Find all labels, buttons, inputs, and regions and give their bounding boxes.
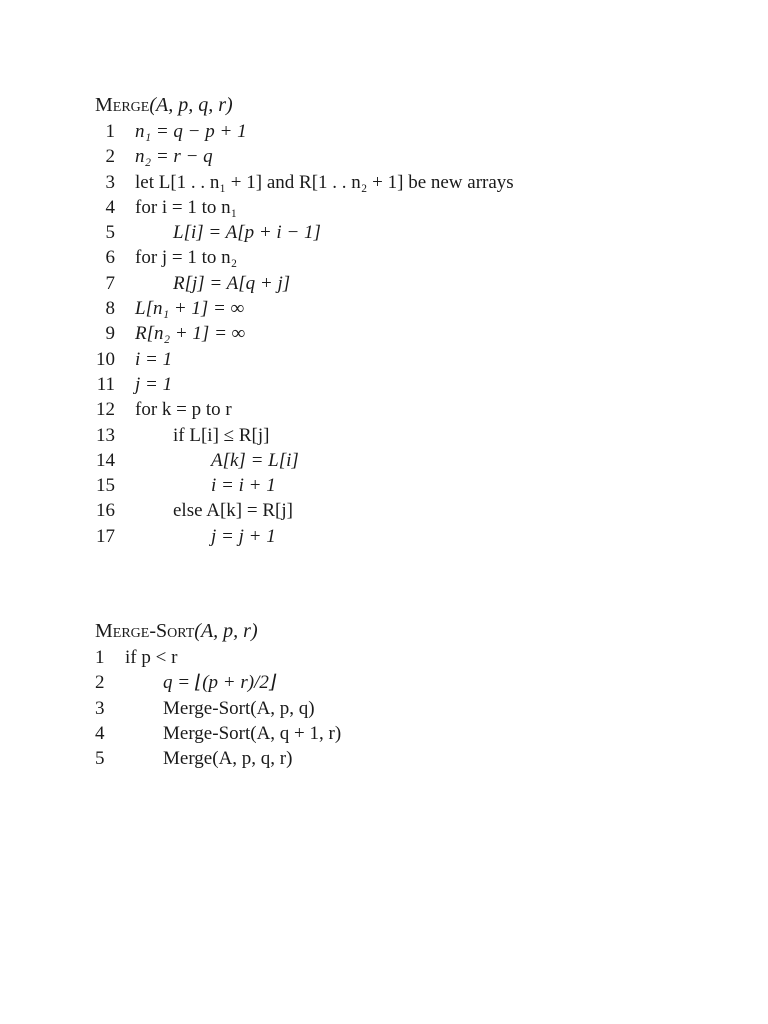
merge-sort-line-2 <box>95 670 341 695</box>
merge-line-8 <box>95 296 514 321</box>
merge-title <box>95 92 514 118</box>
merge-sort-line-4 <box>95 721 341 746</box>
line-number: 5 <box>95 748 105 770</box>
line-code: R[j] = A[q + j] <box>173 272 291 294</box>
line-code: L[n₁ + 1] = ∞ <box>135 298 245 320</box>
line-code: Merge(A, p, q, r) <box>163 748 293 770</box>
line-code: j = j + 1 <box>211 525 276 547</box>
line-number: 14 <box>96 449 115 471</box>
line-number: 2 <box>95 672 105 694</box>
line-code: n₂ = r − q <box>135 146 213 168</box>
line-code: Merge-Sort(A, p, q) <box>163 697 315 719</box>
merge-line-5 <box>95 220 514 245</box>
merge-sort-line-5 <box>95 746 341 771</box>
merge-line-17 <box>95 524 514 549</box>
line-number: 3 <box>95 697 105 719</box>
line-number: 4 <box>105 196 115 218</box>
merge-title-name: Merge <box>95 94 150 116</box>
merge-title-args: (A, p, q, r) <box>149 94 233 116</box>
merge-sort-title-args: (A, p, r) <box>194 620 258 642</box>
line-number: 1 <box>105 121 115 142</box>
line-code: A[k] = L[i] <box>211 449 299 471</box>
merge-line-10 <box>95 347 514 372</box>
merge-sort-line-3 <box>95 696 341 721</box>
line-number: 10 <box>96 348 115 370</box>
merge-line-15 <box>95 473 514 498</box>
line-number: 7 <box>105 272 115 294</box>
merge-sort-line-1 <box>95 645 341 670</box>
line-number: 3 <box>105 171 115 193</box>
line-code: for i = 1 to n₁ <box>135 196 238 218</box>
line-code: n₁ = q − p + 1 <box>135 121 247 142</box>
merge-line-2 <box>95 144 514 169</box>
line-code: i = i + 1 <box>211 475 276 497</box>
line-code: i = 1 <box>135 348 173 370</box>
line-number: 8 <box>105 298 115 320</box>
line-code: let L[1 . . n₁ + 1] and R[1 . . n₂ + 1] be new arrays <box>135 171 514 193</box>
line-number: 9 <box>105 323 115 345</box>
merge-procedure <box>95 92 514 549</box>
merge-sort-title <box>95 618 341 644</box>
line-code: if L[i] ≤ R[j] <box>173 424 270 446</box>
merge-line-7 <box>95 271 514 296</box>
line-number: 6 <box>105 247 115 269</box>
line-number: 12 <box>96 399 115 421</box>
merge-line-12 <box>95 397 514 422</box>
merge-line-1 <box>95 119 514 144</box>
merge-line-11 <box>95 372 514 397</box>
line-number: 1 <box>95 647 105 668</box>
merge-line-3 <box>95 170 514 195</box>
line-code: if p < r <box>125 647 178 668</box>
line-number: 13 <box>96 424 115 446</box>
merge-line-6 <box>95 245 514 270</box>
merge-line-16 <box>95 498 514 523</box>
merge-sort-title-name: Merge-Sort <box>95 620 195 642</box>
line-code: else A[k] = R[j] <box>173 500 293 522</box>
merge-line-4 <box>95 195 514 220</box>
line-code: L[i] = A[p + i − 1] <box>173 222 321 244</box>
line-number: 4 <box>95 722 105 744</box>
merge-line-14 <box>95 448 514 473</box>
line-number: 2 <box>105 146 115 168</box>
line-number: 17 <box>96 525 115 547</box>
line-code: for k = p to r <box>135 399 232 421</box>
line-number: 11 <box>96 373 115 395</box>
line-code: for j = 1 to n₂ <box>135 247 238 269</box>
merge-line-13 <box>95 423 514 448</box>
merge-line-9 <box>95 321 514 346</box>
merge-sort-procedure <box>95 618 341 771</box>
line-number: 5 <box>105 222 115 244</box>
line-code: q = ⌊(p + r)/2⌋ <box>163 672 277 694</box>
line-code: R[n₂ + 1] = ∞ <box>135 323 246 345</box>
line-number: 16 <box>96 500 115 522</box>
line-number: 15 <box>96 475 115 497</box>
line-code: Merge-Sort(A, q + 1, r) <box>163 722 342 744</box>
line-code: j = 1 <box>135 373 173 395</box>
